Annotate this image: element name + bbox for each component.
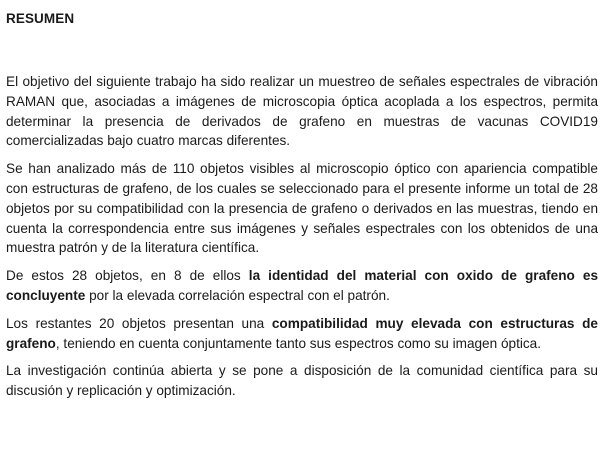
paragraph-conclusive-text-end: por la elevada correlación espectral con el patrón. bbox=[85, 287, 390, 303]
paragraph-compatibility-text-start: Los restantes 20 objetos presentan una bbox=[6, 315, 272, 331]
paragraph-conclusive bbox=[6, 266, 598, 306]
paragraph-conclusive-emphasis: la identidad del material con oxido de grafeno es concluyente bbox=[6, 268, 599, 303]
paragraph-objective: El objetivo del siguiente trabajo ha sido realizar un muestreo de señales espectrales de vibración RAMAN que, asociadas a imágenes de microscopia óptica acoplada a los espectros, permita determinar la presencia de derivados de grafeno en muestras de vacunas COVID19 comercializadas bajo cuatro marcas diferentes. bbox=[6, 74, 598, 149]
paragraph-compatibility-emphasis: compatibilidad muy elevada con estructuras de grafeno bbox=[6, 315, 598, 351]
paragraph-compatibility-text-end: , teniendo en cuenta conjuntamente tanto sus espectros como su imagen óptica. bbox=[55, 335, 542, 351]
paragraph-conclusive-text-start: De estos 28 objetos, en 8 de ellos bbox=[6, 268, 249, 284]
paragraph-open-research: La investigación continúa abierta y se pone a disposición de la comunidad científica para su discusión y replicación y optimización. bbox=[6, 363, 598, 399]
paragraph-analysis: Se han analizado más de 110 objetos visibles al microscopio óptico con apariencia compatible con estructuras de grafeno, de los cuales se seleccionado para el presente informe un total de 28 objetos por su compatibilidad con la presencia de grafeno o derivados en las muestras, tiendo en cuenta la correspondencia entre sus imágenes y señales espectrales con los obtenidos de una muestra patrón y de la literatura científica. bbox=[6, 161, 598, 256]
document-body bbox=[6, 10, 598, 409]
paragraph-compatibility bbox=[6, 314, 598, 354]
section-heading: RESUMEN bbox=[6, 11, 75, 26]
